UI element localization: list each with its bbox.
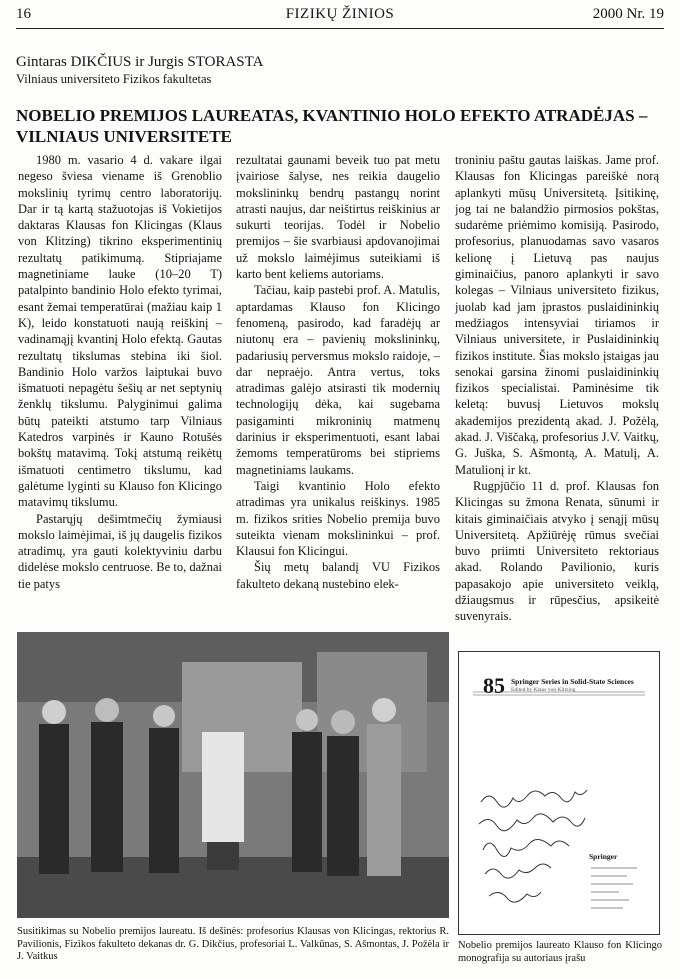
book-editor: Edited by Klaus von Klitzing: [511, 687, 576, 693]
journal-name: FIZIKŲ ŽINIOS: [285, 6, 395, 22]
header-rule: [16, 28, 664, 29]
paragraph: rezultatai gaunami beveik tuo pat metu įvairiose šalyse, nes reikia daugelio mokslininkų bendrų pastangų norint atrasti naujus, dar neištirtus reiškinius ar sukurti teorijas. Todėl ir Nobelio premijos – šie svarbiausi apdovanojimai už mokslo laimėjimus suteikiami iš karto bent keliems autoriams.: [236, 153, 440, 282]
book-caption: Nobelio premijos laureato Klauso fon Klicingo monografija su autoriaus įrašu: [458, 940, 662, 964]
running-header: [16, 4, 664, 28]
paragraph: Tačiau, kaip pastebi prof. A. Matulis, aptardamas Klauso fon Klicingo fenomeną, pasirodo, kad faradėjų ar niutonų era – pavienių mokslininkų, padariusių perversmus mokslo raidoje, – dar nepraėjo. Antra vertus, toks atradimas galėjo atsirasti tik modernių technologijų dėka, kai sugebama pasigaminti mikroninių matmenų darinius ir eksperimentuoti, esant labai žemoms temperatūroms bei stipriems magnetiniams laukams.: [236, 283, 440, 477]
text-column-3: [455, 152, 659, 632]
group-photo-drawing: [17, 632, 449, 918]
author-handwritten-inscription: [459, 652, 659, 934]
book-series-number: 85: [483, 673, 505, 698]
paragraph: troniniu paštu gautas laiškas. Jame prof. Klausas fon Klicingas pareiškė norą aplankyti mūsų Universitetą. Įsitikinę, jog tai ne balandžio pirmosios pokštas, sudarėme priėmimo komisiją. Pasirodo, profesorius, planuodamas savo vasaros kelionę į Lietuvą pas naujus giminaičius, panoro aplankyti ir savo kolegas – Vilniaus universiteto fizikus, juolab kad jam įprastos puslaidininkių medžiagos intensyviai tiriamos ir Vilniaus universitete, ir Puslaidininkių fizikos institute. Šias mokslo įstaigas jau senokai garsina žinomi puslaidininkių fizikos specialistai. Paminėsime tik keletą: buvusį Lietuvos mokslų akademijos prezidentą akad. J. Požėlą, akad. J. Viščaką, profesorius J.V. Vaitkų, G. Juška, S. Ašmontą, A. Matulį, A. Matulionį ir kt.: [455, 153, 659, 477]
issue-number: 2000 Nr. 19: [592, 6, 664, 22]
text-column-1: [18, 152, 222, 632]
page-number: 16: [16, 6, 31, 22]
authors: Gintaras DIKČIUS ir Jurgis STORASTA: [16, 54, 264, 70]
affiliation: Vilniaus universiteto Fizikos fakultetas: [16, 72, 212, 86]
article-title: NOBELIO PREMIJOS LAUREATAS, KVANTINIO HOLO EFEKTO ATRADĖJAS – VILNIAUS UNIVERSITETE: [16, 106, 648, 146]
paragraph: Rugpjūčio 11 d. prof. Klausas fon Klicingas su žmona Renata, sūnumi ir kitais giminaičiais atvyko į senąjį mūsų Universitetą. Apžiūrėję rūmus svečiai buvo priimti Universiteto rektoriaus akad. Rolando Pavilionio, kuris papasakojo apie universiteto veiklą, džiaugsmus ir rūpesčius, apsikeitė suvenyrais.: [455, 478, 659, 624]
paragraph: Šių metų balandį VU Fizikos fakulteto dekaną nustebino elek-: [236, 560, 440, 591]
book-series-title: Springer Series in Solid-State Sciences: [511, 677, 634, 686]
photo-caption: Susitikimas su Nobelio premijos laureatu. Iš dešinės: profesorius Klausas von Klicingas, rektorius R. Pavilionis, Fizikos fakulteto dekanas dr. G. Dikčius, profesoriai L. Valkūnas, S. Ašmontas, J. Požėla ir J. Vaitkus: [17, 926, 449, 962]
text-column-2: [236, 152, 440, 632]
paragraph: Pastarųjų dešimtmečių žymiausi mokslo laimėjimai, iš jų daugelis fizikos atradimų, yra gauti kolektyviniu darbu didelėse mokslo centruose. Be to, dažnai tie patys: [18, 511, 222, 591]
book-cover: [458, 651, 660, 935]
paragraph: Taigi kvantinio Holo efekto atradimas yra unikalus reiškinys. 1985 m. fizikos srities Nobelio premija buvo suteikta vienam mokslininkui – prof. Klausui fon Klicingui.: [236, 478, 440, 559]
book-publisher: Springer: [589, 852, 618, 861]
group-photo: [17, 632, 449, 918]
paragraph: 1980 m. vasario 4 d. vakare ilgai negeso šviesa viename iš Grenoblio mokslinių tyrimų centro laboratorijų. Dar ir tą kartą stažuotojas iš Vokietijos daktaras Klausas fon Klicingas (Klaus von Klitzing) tikrino eksperimentinių rezultatų patikimumą. Stipriajame magnetiniame lauke (10–20 T) patalpinto bandinio Holo efekto tyrimai, esant žemai temperatūrai (mažiau kaip 1 K), leido konstatuoti naują reiškinį – vadinamąjį kvantinį Holo efektą. Gautas rezultatų tikslumas stebina iki šiol. Bandinio Holo varžos laiptukai buvo išmatuoti nepagėtu šešių ar net septynių ženklų tikslumu. Palyginimui galima būtų pateikti atstumo tarp Vilniaus Katedros varpinės ir Kauno Rotušės bokštų matavimą. Tokį atstumą reikėtų išmatuoti centimetro tikslumu, kad galėtume lyginti su Klauso fon Klicingo matavimų tikslumu.: [18, 153, 222, 510]
